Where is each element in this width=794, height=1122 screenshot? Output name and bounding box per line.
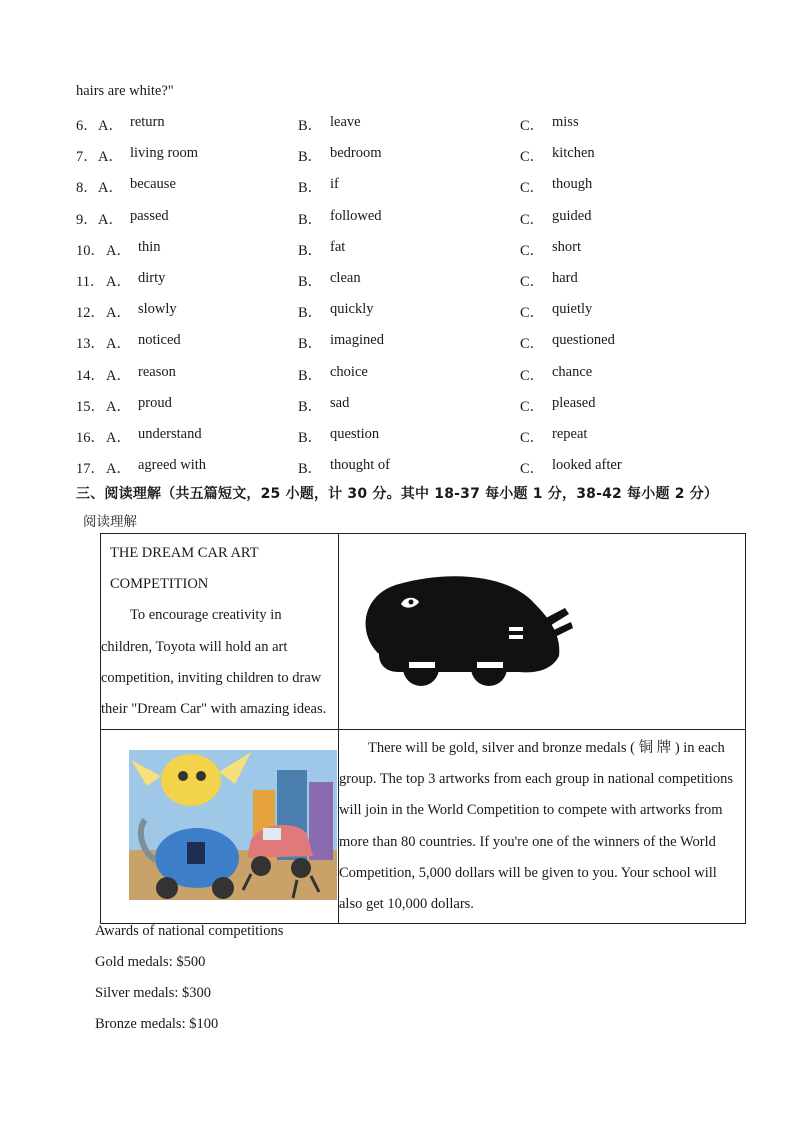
option-letter-a: A． — [106, 242, 131, 259]
question-number: 13． — [76, 336, 105, 353]
option-letter-a: A． — [98, 149, 123, 166]
option-letter-b: B． — [298, 274, 323, 290]
option-a-text: dirty — [138, 270, 166, 286]
question-number: 12． — [76, 305, 105, 322]
option-letter-a: A． — [106, 274, 131, 290]
option-c-text: short — [552, 238, 581, 255]
option-letter-c: C． — [520, 367, 545, 384]
option-c-text: repeat — [552, 426, 588, 442]
option-letter-c: C． — [520, 180, 545, 197]
option-c-text: chance — [552, 363, 593, 380]
option-letter-c: C． — [520, 336, 545, 353]
option-letter-a: A． — [98, 118, 123, 134]
option-a-text: because — [130, 176, 176, 193]
option-letter-b: B． — [298, 211, 323, 228]
option-letter-c: C． — [520, 149, 545, 166]
section-heading: 三、阅读理解（共五篇短文，25 小题，计 30 分。其中 18-37 每小题 1 分，38-42 每小题 2 分） — [76, 486, 719, 502]
option-a-text: passed — [130, 207, 169, 224]
option-b-text: choice — [330, 363, 368, 380]
question-row — [76, 208, 756, 228]
medals-line: will join in the World Competition to compete with artworks from — [339, 802, 723, 819]
option-a-text: understand — [138, 426, 202, 442]
option-c-text: pleased — [552, 394, 596, 411]
question-row — [76, 301, 756, 321]
option-c-text: kitchen — [552, 145, 595, 162]
option-letter-b: B． — [298, 461, 323, 478]
option-a-text: return — [130, 114, 165, 130]
option-b-text: quickly — [330, 301, 374, 318]
question-number: 9． — [76, 211, 98, 228]
option-letter-b: B． — [298, 398, 323, 415]
option-a-text: reason — [138, 363, 176, 380]
option-letter-a: A． — [106, 305, 131, 322]
passage-title-line2: COMPETITION — [110, 576, 209, 593]
option-a-text: thin — [138, 238, 161, 255]
option-letter-c: C． — [520, 430, 545, 446]
question-row — [76, 145, 756, 165]
question-row — [76, 270, 756, 290]
option-a-text: agreed with — [138, 457, 207, 474]
question-number: 8． — [76, 180, 98, 197]
option-c-text: questioned — [552, 332, 615, 349]
option-c-text: guided — [552, 207, 592, 224]
option-b-text: bedroom — [330, 145, 382, 162]
option-letter-c: C． — [520, 274, 545, 290]
car-silhouette-image — [339, 534, 745, 724]
question-number: 11． — [76, 274, 105, 290]
option-b-text: leave — [330, 114, 361, 130]
question-row — [76, 364, 756, 384]
passage-intro-cell — [101, 534, 339, 730]
intro-line: children, Toyota will hold an art — [101, 638, 288, 655]
option-b-text: imagined — [330, 332, 384, 349]
option-letter-c: C． — [520, 242, 545, 259]
award-bronze: Bronze medals: $100 — [95, 1016, 219, 1032]
option-b-text: followed — [330, 207, 382, 224]
option-letter-c: C． — [520, 118, 545, 134]
option-letter-a: A． — [106, 430, 131, 446]
option-b-text: question — [330, 426, 380, 442]
option-b-text: clean — [330, 270, 361, 286]
option-letter-b: B． — [298, 149, 323, 166]
question-row — [76, 114, 756, 134]
car-silhouette-cell — [339, 534, 746, 730]
children-drawing-cell — [101, 730, 339, 924]
award-gold: Gold medals: $500 — [95, 954, 206, 970]
option-letter-c: C． — [520, 305, 545, 322]
question-number: 7． — [76, 149, 98, 166]
option-c-text: miss — [552, 114, 579, 130]
question-row — [76, 176, 756, 196]
option-letter-b: B． — [298, 367, 323, 384]
passage-title-line1: THE DREAM CAR ART — [110, 545, 259, 561]
award-silver: Silver medals: $300 — [95, 985, 211, 1001]
question-number: 14． — [76, 367, 105, 384]
medals-line: more than 80 countries. If you're one of the winners of the World — [339, 833, 716, 850]
option-letter-b: B． — [298, 305, 323, 322]
option-a-text: proud — [138, 394, 172, 411]
option-letter-a: A． — [98, 180, 123, 197]
option-a-text: noticed — [138, 332, 181, 349]
option-b-text: if — [330, 176, 339, 193]
question-row — [76, 239, 756, 259]
question-row — [76, 395, 756, 415]
option-c-text: though — [552, 176, 593, 193]
medals-line: group. The top 3 artworks from each group in national competitions — [339, 771, 733, 788]
reading-passage-table — [100, 533, 746, 924]
child-dream-car-drawing — [101, 730, 338, 918]
option-letter-a: A． — [106, 367, 131, 384]
medals-line: There will be gold, silver and bronze medals ( 铜 牌 ) in each — [368, 740, 725, 756]
option-letter-c: C． — [520, 398, 545, 415]
medals-line: also get 10,000 dollars. — [339, 896, 474, 913]
intro-line: To encourage creativity in — [130, 607, 282, 624]
medals-line: Competition, 5,000 dollars will be given to you. Your school will — [339, 864, 717, 881]
question-number: 16． — [76, 430, 105, 446]
question-number: 17． — [76, 461, 105, 478]
option-c-text: looked after — [552, 457, 622, 474]
section-subheading: 阅读理解 — [83, 514, 137, 530]
option-letter-b: B． — [298, 430, 323, 446]
option-letter-b: B． — [298, 180, 323, 197]
option-letter-a: A． — [106, 336, 131, 353]
option-letter-a: A． — [106, 398, 131, 415]
option-letter-b: B． — [298, 242, 323, 259]
intro-line: competition, inviting children to draw — [101, 669, 322, 686]
option-a-text: slowly — [138, 301, 177, 318]
option-b-text: sad — [330, 394, 350, 411]
medals-info-cell — [339, 730, 746, 924]
option-a-text: living room — [130, 145, 199, 162]
continued-passage-line: hairs are white?" — [76, 83, 174, 99]
question-number: 10． — [76, 242, 105, 259]
question-row — [76, 332, 756, 352]
question-number: 15． — [76, 398, 105, 415]
option-letter-a: A． — [98, 211, 123, 228]
option-letter-c: C． — [520, 211, 545, 228]
awards-heading: Awards of national competitions — [95, 923, 284, 939]
option-c-text: quietly — [552, 301, 593, 318]
question-number: 6． — [76, 118, 98, 134]
intro-line: their "Dream Car" with amazing ideas. — [101, 701, 327, 718]
question-row — [76, 457, 756, 477]
option-letter-a: A． — [106, 461, 131, 478]
option-letter-b: B． — [298, 118, 323, 134]
option-b-text: thought of — [330, 457, 391, 474]
question-row — [76, 426, 756, 446]
option-letter-b: B． — [298, 336, 323, 353]
option-letter-c: C． — [520, 461, 545, 478]
option-b-text: fat — [330, 238, 346, 255]
option-c-text: hard — [552, 270, 578, 286]
